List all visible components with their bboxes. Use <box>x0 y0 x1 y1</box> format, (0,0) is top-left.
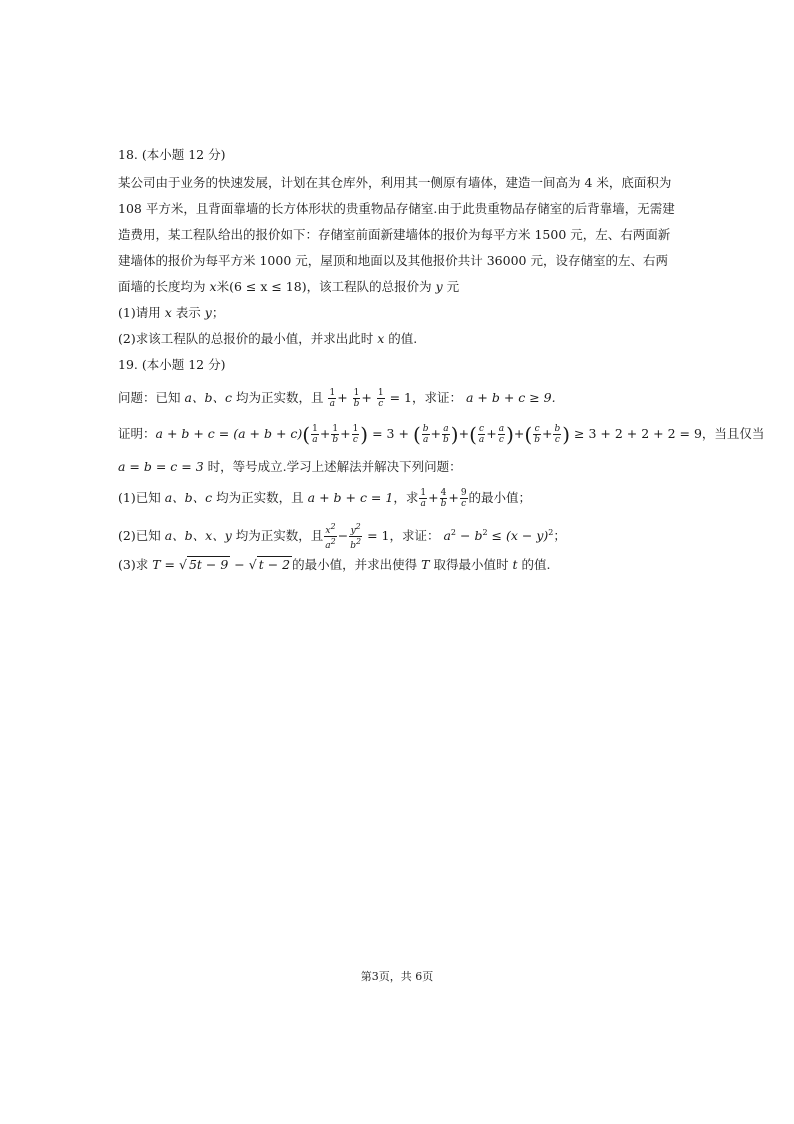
q18-body: 某公司由于业务的快速发展，计划在其仓库外，利用其一侧原有墙体，建造一间高为 4 米，底面积为 108 平方米，且背面靠墙的长方体形状的贵重物品存储室.由于此贵重物品存储室的后背靠墙，无需建造费用，某工程队给出的报价如下：存储室前面新建墙体的报价为每平方米 1500 元，左、右两面新建墙体的报价为每平方米 1000 元，屋顶和地面以及其他报价共计 36000 元，设存储室的左、右两面墙的长度均为 x米(6 ≤ x ≤ 18)，该工程队的总报价为 y 元 <box>118 175 675 294</box>
q19-proof-equality: a = b = c = 3 时，等号成立.学习上述解法并解决下列问题： <box>118 459 462 474</box>
q18-part2: (2)求该工程队的总报价的最小值，并求出此时 x 的值. <box>118 331 418 346</box>
frac-1-over-c: $\frac{1}{c}$ <box>377 388 384 409</box>
q18-header: 18. (本小题 12 分) <box>118 147 226 162</box>
q19-part1: (1)已知 a、b、c 均为正实数，且 a + b + c = 1，求 $\frac{1}{a}$ + $\frac{4}{b}$ + $\frac{9}{c}$ 的最小值； <box>118 488 532 509</box>
q19-problem: 问题：已知 a、b、c 均为正实数，且 $\frac{1}{a}$ + $\frac{1}{b}$ + $\frac{1}{c}$ = 1，求证： a + b + c ≥ 9. <box>118 388 556 409</box>
q19-proof: 证明：a + b + c = (a + b + c)( $\frac{1}{a}$ + $\frac{1}{b}$ + $\frac{1}{c}$ ) = 3 + ( $\frac{b}{a}$ + $\frac{a}{b}$ )+( $\frac{c}{a}$ + $\frac{a}{c}$ )+( $\frac{c}{b}$ + $\frac{b}{c}$ ) ≥ 3 + 2 + 2 + 2 = 9，当且仅当 <box>118 422 765 447</box>
q19-part2: (2)已知 a、b、x、y 均为正实数，且 $\frac{x^2}{a^2}$ − $\frac{y^2}{b^2}$ = 1，求证： $a^2 - b^2 \le (x - y)^2$； <box>118 522 566 551</box>
q19-header: 19. (本小题 12 分) <box>118 357 226 372</box>
q18-part1: (1)请用 x 表示 y； <box>118 305 225 320</box>
sqrt-5t-9: 5t − 9 <box>188 557 229 572</box>
q19-part3: (3)求 T = √ 5t − 9 − √ t − 2 的最小值，并求出使得 T 取得最小值时 t 的值. <box>118 557 551 572</box>
frac-1-over-b: $\frac{1}{b}$ <box>353 388 360 409</box>
page-footer: 第3页，共 6页 <box>360 970 434 983</box>
sqrt-t-2: t − 2 <box>258 557 291 572</box>
frac-1-over-a: $\frac{1}{a}$ <box>329 388 336 409</box>
